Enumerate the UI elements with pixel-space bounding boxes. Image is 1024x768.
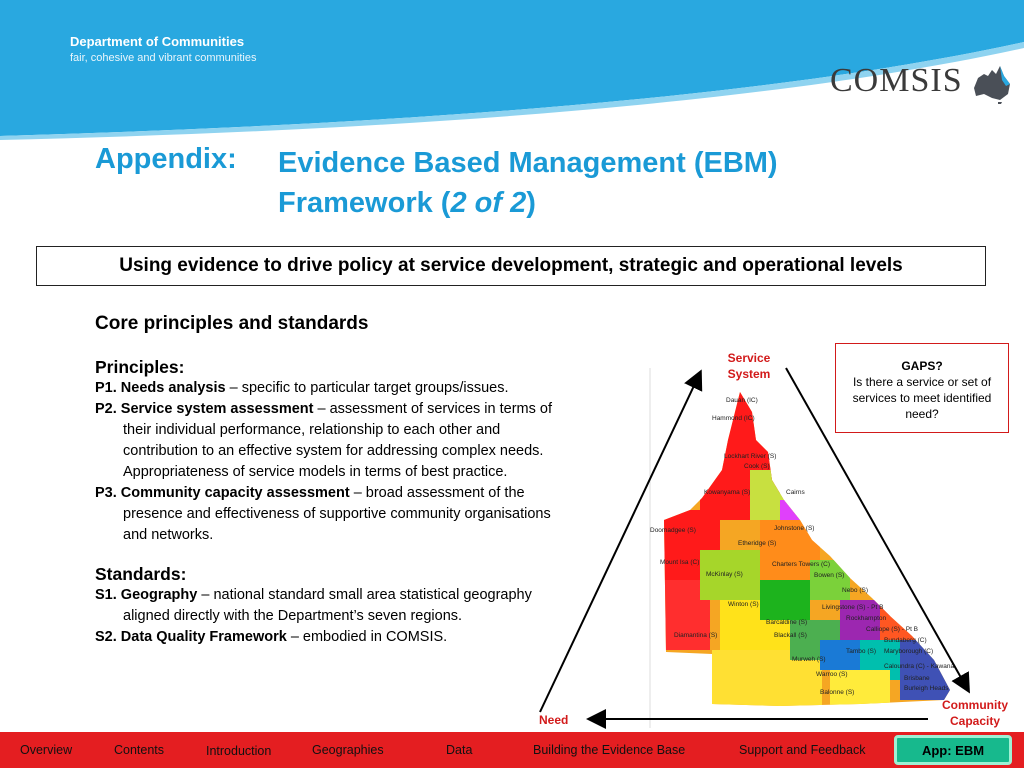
map-label: Cook (S) — [744, 463, 770, 470]
map-label: Kowanyama (S) — [704, 489, 751, 496]
map-label: Warroo (S) — [816, 671, 848, 678]
standard-item: S1. Geography – national standard small area statistical geography aligned directly with the Department’s seven regions. — [95, 587, 532, 624]
map-label: Bowen (S) — [814, 572, 845, 579]
standard-item: S2. Data Quality Framework – embodied in COMSIS. — [95, 629, 448, 645]
standards-heading: Standards: — [95, 564, 187, 584]
map-label: Blackall (S) — [774, 632, 807, 639]
title-line-2-italic: 2 of 2 — [450, 187, 527, 219]
principles-heading: Principles: — [95, 357, 185, 377]
community-capacity-label: Community Capacity — [942, 698, 1008, 728]
title-prefix: Appendix: — [95, 143, 237, 175]
map-label: Balonne (S) — [820, 689, 855, 696]
need-label: Need — [539, 713, 569, 727]
principle-item: P1. Needs analysis – specific to particular target groups/issues. — [95, 380, 509, 396]
map-label: Brisbane — [904, 675, 930, 682]
map-label: Tambo (S) — [846, 648, 876, 655]
nav-support-feedback[interactable]: Support and Feedback — [739, 743, 866, 757]
title-line-2-end: ) — [526, 187, 536, 219]
map-label: Dauan (IC) — [726, 397, 758, 404]
map-label: McKinlay (S) — [706, 571, 743, 578]
principles-standards-text — [95, 356, 565, 648]
subtitle-box — [36, 246, 986, 286]
principle-item: P3. Community capacity assessment – broad assessment of the presence and effectiveness of supportive community organisations and networks. — [95, 485, 551, 543]
map-label: Maryborough (C) — [884, 648, 934, 655]
map-label: Livingstone (S) - Pt B — [822, 604, 884, 611]
map-label: Winton (S) — [728, 601, 759, 608]
principle-item: P2. Service system assessment – assessment of services in terms of their individual performance, relationship to each other and contribution to an effective system for addressing complex needs. Appropriateness of service models in terms of best practice. — [95, 401, 552, 480]
logo-text: COMSIS — [830, 62, 963, 99]
nav-building-evidence-base[interactable]: Building the Evidence Base — [533, 743, 686, 757]
map-label: Nebo (S) — [842, 587, 869, 594]
section-heading: Core principles and standards — [95, 313, 369, 334]
subtitle-text: Using evidence to drive policy at service development, strategic and operational levels — [119, 255, 903, 276]
map-label: Rockhampton — [846, 615, 887, 622]
nav-app-ebm[interactable]: App: EBM — [894, 735, 1012, 765]
map-label: Charters Towers (C) — [772, 561, 831, 568]
map-label: Bundaberg (C) — [884, 637, 927, 644]
nav-contents[interactable]: Contents — [114, 743, 165, 757]
map-label: Mount Isa (C) — [660, 559, 700, 566]
title-line-1: Evidence Based Management (EBM) — [278, 147, 778, 179]
map-label: Hammond (IC) — [712, 415, 755, 422]
gaps-title: GAPS? — [901, 359, 943, 373]
map-label: Lockhart River (S) — [724, 453, 777, 460]
org-name: Department of Communities — [70, 34, 245, 49]
org-tagline: fair, cohesive and vibrant communities — [70, 52, 257, 64]
nav-introduction[interactable]: Introduction — [206, 744, 272, 758]
map-label: Diamantina (S) — [674, 632, 718, 639]
nav-geographies[interactable]: Geographies — [312, 743, 384, 757]
nav-data[interactable]: Data — [446, 743, 473, 757]
map-label: Johnstone (S) — [774, 525, 815, 532]
nav-overview[interactable]: Overview — [20, 743, 73, 757]
map-label: Burleigh Heads — [904, 685, 949, 692]
map-label: Cairns — [786, 489, 805, 496]
australia-map-icon — [970, 64, 1014, 104]
bottom-nav — [0, 732, 1024, 768]
map-label: Doomadgee (S) — [650, 527, 696, 534]
map-label: Calliope (S) - Pt B — [866, 626, 919, 633]
map-label: Murweh (S) — [792, 656, 826, 663]
service-system-label: Service System — [727, 351, 771, 381]
page-title — [278, 143, 778, 223]
map-label: Caloundra (C) - Kawana — [884, 663, 955, 670]
map-label: Etheridge (S) — [738, 540, 777, 547]
map-label: Barcaldine (S) — [766, 619, 808, 626]
comsis-logo — [830, 62, 1015, 106]
title-line-2-start: Framework ( — [278, 187, 451, 219]
gaps-callout — [835, 343, 1009, 433]
gaps-text: Is there a service or set of services to meet identified need? — [852, 375, 992, 421]
